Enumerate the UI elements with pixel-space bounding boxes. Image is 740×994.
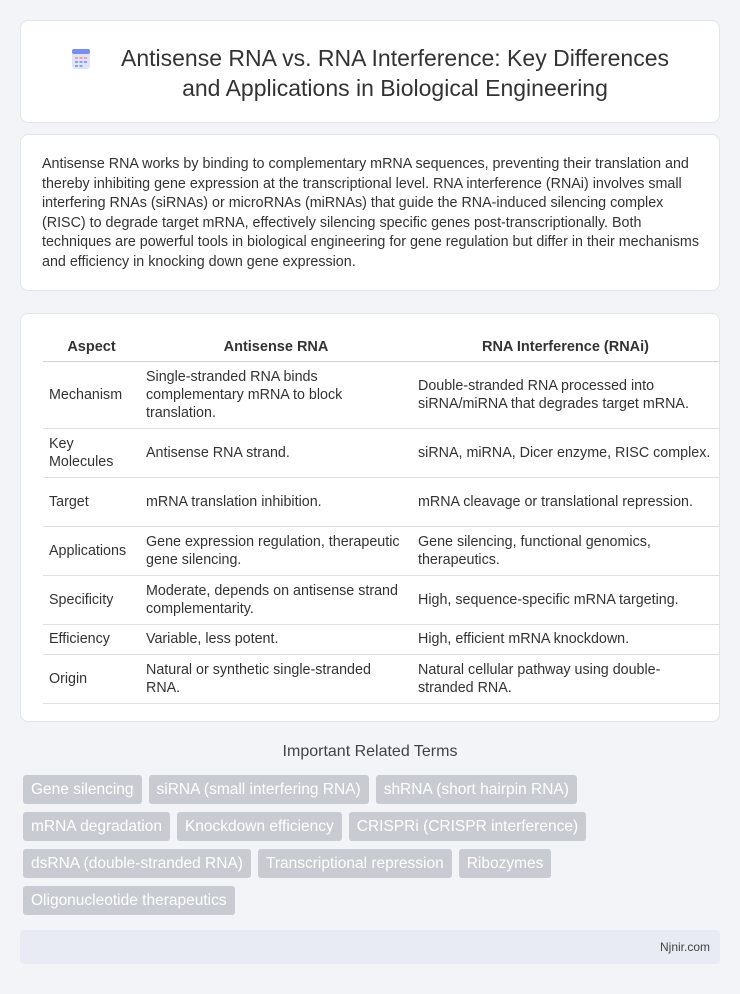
aspect-cell: Key Molecules	[43, 428, 140, 477]
footer-site-link[interactable]: Njnir.com	[659, 940, 710, 954]
title-card	[20, 20, 720, 123]
antisense-cell: mRNA translation inhibition.	[140, 477, 412, 526]
aspect-cell: Applications	[43, 526, 140, 575]
comparison-table-card	[20, 313, 720, 722]
related-term-tag[interactable]: siRNA (small interfering RNA)	[149, 775, 369, 804]
intro-paragraph: Antisense RNA works by binding to complementary mRNA sequences, preventing their translation and thereby inhibiting gene expression at the transcriptional level. RNA interference (RNAi) involves small interfering RNAs (siRNAs) or microRNAs (miRNAs) that guide the RNA-induced silencing complex (RISC) to degrade target mRNA, effectively silencing specific genes post-transcriptionally. Both techniques are powerful tools in biological engineering for gene regulation but differ in their mechanisms and efficiency in knocking down gene expression.	[42, 156, 699, 270]
related-term-tag[interactable]: CRISPRi (CRISPR interference)	[349, 812, 586, 841]
related-terms-list	[23, 775, 703, 923]
header-antisense: Antisense RNA	[140, 333, 412, 361]
rnai-cell: High, efficient mRNA knockdown.	[412, 624, 719, 654]
header-rnai: RNA Interference (RNAi)	[412, 333, 719, 361]
antisense-cell: Antisense RNA strand.	[140, 428, 412, 477]
antisense-cell: Gene expression regulation, therapeutic gene silencing.	[140, 526, 412, 575]
related-term-tag[interactable]: mRNA degradation	[23, 812, 170, 841]
aspect-cell: Target	[43, 477, 140, 526]
intro-card	[20, 134, 720, 291]
related-term-tag[interactable]: Knockdown efficiency	[177, 812, 342, 841]
related-term-tag[interactable]: Oligonucleotide therapeutics	[23, 886, 235, 915]
related-term-tag[interactable]: Transcriptional repression	[258, 849, 452, 878]
rnai-cell: Gene silencing, functional genomics, therapeutics.	[412, 526, 719, 575]
aspect-cell: Efficiency	[43, 624, 140, 654]
aspect-cell: Specificity	[43, 575, 140, 624]
antisense-cell: Single-stranded RNA binds complementary mRNA to block translation.	[140, 361, 412, 428]
tag-row	[23, 886, 703, 915]
aspect-cell: Origin	[43, 654, 140, 703]
footer	[20, 930, 720, 964]
tag-row	[23, 775, 703, 804]
table-row	[43, 428, 719, 477]
related-term-tag[interactable]: Ribozymes	[459, 849, 552, 878]
related-term-tag[interactable]: dsRNA (double-stranded RNA)	[23, 849, 251, 878]
table-row	[43, 477, 719, 526]
table-header-row	[43, 333, 719, 361]
page-title: Antisense RNA vs. RNA Interference: Key Differences and Applications in Biological Engineering	[121, 45, 669, 101]
table-row	[43, 624, 719, 654]
antisense-cell: Natural or synthetic single-stranded RNA.	[140, 654, 412, 703]
comparison-table	[43, 333, 719, 704]
table-row	[43, 526, 719, 575]
aspect-cell: Mechanism	[43, 361, 140, 428]
rnai-cell: Natural cellular pathway using double-stranded RNA.	[412, 654, 719, 703]
rnai-cell: siRNA, miRNA, Dicer enzyme, RISC complex.	[412, 428, 719, 477]
header-aspect: Aspect	[43, 333, 140, 361]
rnai-cell: Double-stranded RNA processed into siRNA/miRNA that degrades target mRNA.	[412, 361, 719, 428]
rnai-cell: mRNA cleavage or translational repression.	[412, 477, 719, 526]
table-row	[43, 575, 719, 624]
antisense-cell: Variable, less potent.	[140, 624, 412, 654]
tag-row	[23, 812, 703, 841]
related-terms-heading: Important Related Terms	[282, 743, 458, 760]
table-row	[43, 654, 719, 703]
tag-row	[23, 849, 703, 878]
rnai-cell: High, sequence-specific mRNA targeting.	[412, 575, 719, 624]
related-term-tag[interactable]: shRNA (short hairpin RNA)	[376, 775, 577, 804]
antisense-cell: Moderate, depends on antisense strand complementarity.	[140, 575, 412, 624]
related-term-tag[interactable]: Gene silencing	[23, 775, 142, 804]
table-row	[43, 361, 719, 428]
